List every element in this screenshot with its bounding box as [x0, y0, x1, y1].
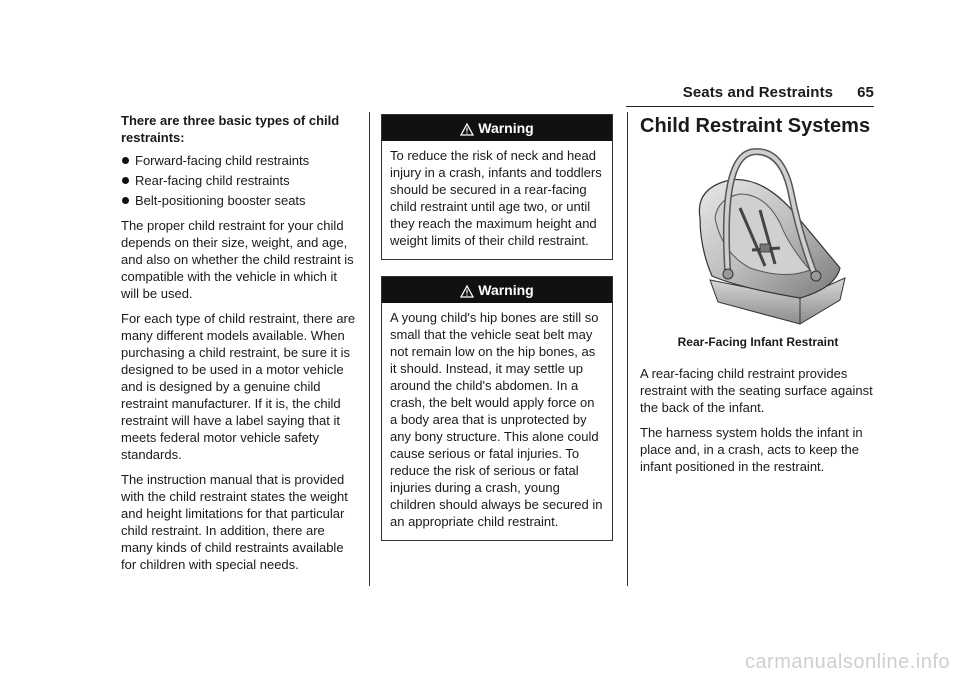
warning-box [381, 276, 613, 541]
warning-header [382, 115, 612, 141]
body-paragraph: For each type of child restraint, there are many different models available. When purchasing a child restraint, be sure it is designed to be used in a motor vehicle and is designed by a genuine child restraint manufacturer. If it is, the child restraint will have a label saying that it meets federal motor vehicle safety standards. [121, 311, 356, 462]
page-number: 65 [857, 84, 874, 101]
restraint-type-list [121, 152, 357, 209]
warning-header [382, 277, 612, 303]
list-item: Forward-facing child restraints [121, 152, 357, 169]
left-column [121, 112, 357, 581]
warning-text: A young child's hip bones are still so small that the vehicle seat belt may not remain low on the hip bones, as it should. Instead, it may settle up around the child's abdomen. In a crash, the belt would apply force on a body area that is unprotected by any bony structure. This alone could cause serious or fatal injuries. To reduce the risk of serious or fatal injuries during a crash, young children should always be secured in an appropriate child restraint. [390, 310, 603, 529]
infant-car-seat-image [640, 148, 876, 328]
column-divider [369, 112, 370, 586]
warning-title: Warning [478, 120, 534, 136]
right-column [640, 114, 876, 483]
bullet-icon [122, 197, 129, 204]
body-paragraph: The instruction manual that is provided with the child restraint states the weight and height limitations for that particular child restraint. In addition, there are many kinds of child restraints available for children with special needs. [121, 472, 348, 572]
section-name: Seats and Restraints [682, 84, 834, 101]
bullet-icon [122, 157, 129, 164]
bullet-icon [122, 177, 129, 184]
page-header [683, 84, 874, 101]
warning-title: Warning [478, 282, 534, 298]
list-item: Belt-positioning booster seats [121, 192, 357, 209]
warning-triangle-icon [460, 118, 474, 144]
middle-column [381, 114, 613, 557]
warning-triangle-icon [460, 280, 474, 306]
intro-text: There are three basic types of child restraints: [121, 113, 340, 145]
header-rule [626, 106, 874, 107]
body-paragraph: A rear-facing child restraint provides restraint with the seating surface against the back of the infant. [640, 366, 873, 415]
figure-caption: Rear-Facing Infant Restraint [677, 335, 839, 349]
list-item: Rear-facing child restraints [121, 172, 357, 189]
body-paragraph: The proper child restraint for your child depends on their size, weight, and age, and also on whether the child restraint is compatible with the vehicle in which it will be used. [121, 218, 354, 301]
body-paragraph: The harness system holds the infant in place and, in a crash, acts to keep the infant positioned in the restraint. [640, 425, 863, 474]
infant-restraint-illustration [640, 148, 876, 328]
watermark: carmanualsonline.info [744, 651, 950, 673]
column-divider [627, 112, 628, 586]
warning-text: To reduce the risk of neck and head injury in a crash, infants and toddlers should be secured in a rear-facing child restraint until age two, or until they reach the maximum height and weight limits of their child restraint. [390, 148, 602, 248]
section-title: Child Restraint Systems [640, 115, 871, 137]
warning-box [381, 114, 613, 260]
